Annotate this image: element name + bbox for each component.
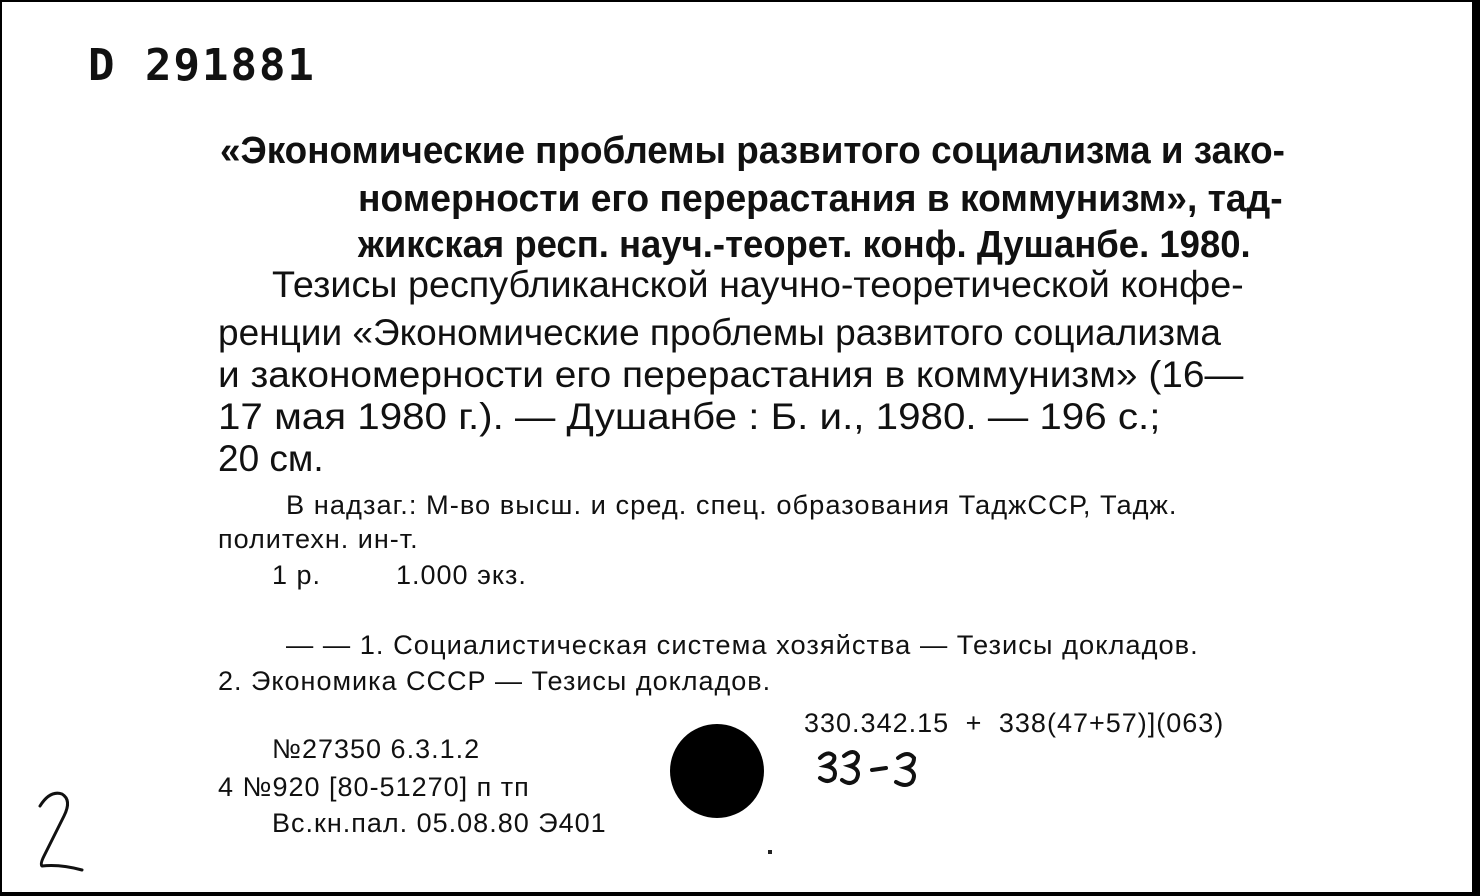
- note-line: В надзаг.: М-во высш. и сред. спец. образования ТаджССР, Тадж.: [286, 490, 1178, 520]
- record-line: 4 №920 [80-51270] п тп: [218, 772, 530, 802]
- note-line: политехн. ин-т.: [218, 524, 419, 554]
- speck: [768, 850, 772, 854]
- price: 1 р.: [272, 560, 322, 590]
- classification: 330.342.15 + 338(47+57)](063): [804, 708, 1225, 738]
- handwritten-number: [32, 786, 92, 876]
- record-line: №27350 6.3.1.2: [272, 734, 481, 764]
- body-line: Тезисы республиканской научно-теоретической конфе-: [272, 264, 1244, 305]
- title-line: номерности его перерастания в коммунизм», тад-: [358, 178, 1283, 220]
- body-line: 20 см.: [218, 438, 324, 479]
- card-id: D 291881: [88, 40, 316, 91]
- punch-hole: [670, 724, 764, 818]
- subject-line: — — 1. Социалистическая система хозяйства — Тезисы докладов.: [286, 630, 1199, 660]
- record-line: Вс.кн.пал. 05.08.80 Э401: [272, 808, 607, 838]
- copies: 1.000 экз.: [396, 560, 527, 590]
- body-line: и закономерности его перерастания в коммунизм» (16—: [218, 354, 1244, 395]
- title-line: жикская респ. науч.-теорет. конф. Душанбе. 1980.: [358, 224, 1251, 266]
- title-line: «Экономические проблемы развитого социализма и зако-: [220, 130, 1285, 172]
- subject-line: 2. Экономика СССР — Тезисы докладов.: [218, 666, 772, 696]
- catalog-card: [2, 2, 1476, 892]
- body-line: ренции «Экономические проблемы развитого социализма: [218, 312, 1221, 353]
- handwritten-code: [814, 746, 964, 794]
- body-line: 17 мая 1980 г.). — Душанбе : Б. и., 1980. — 196 с.;: [218, 396, 1161, 437]
